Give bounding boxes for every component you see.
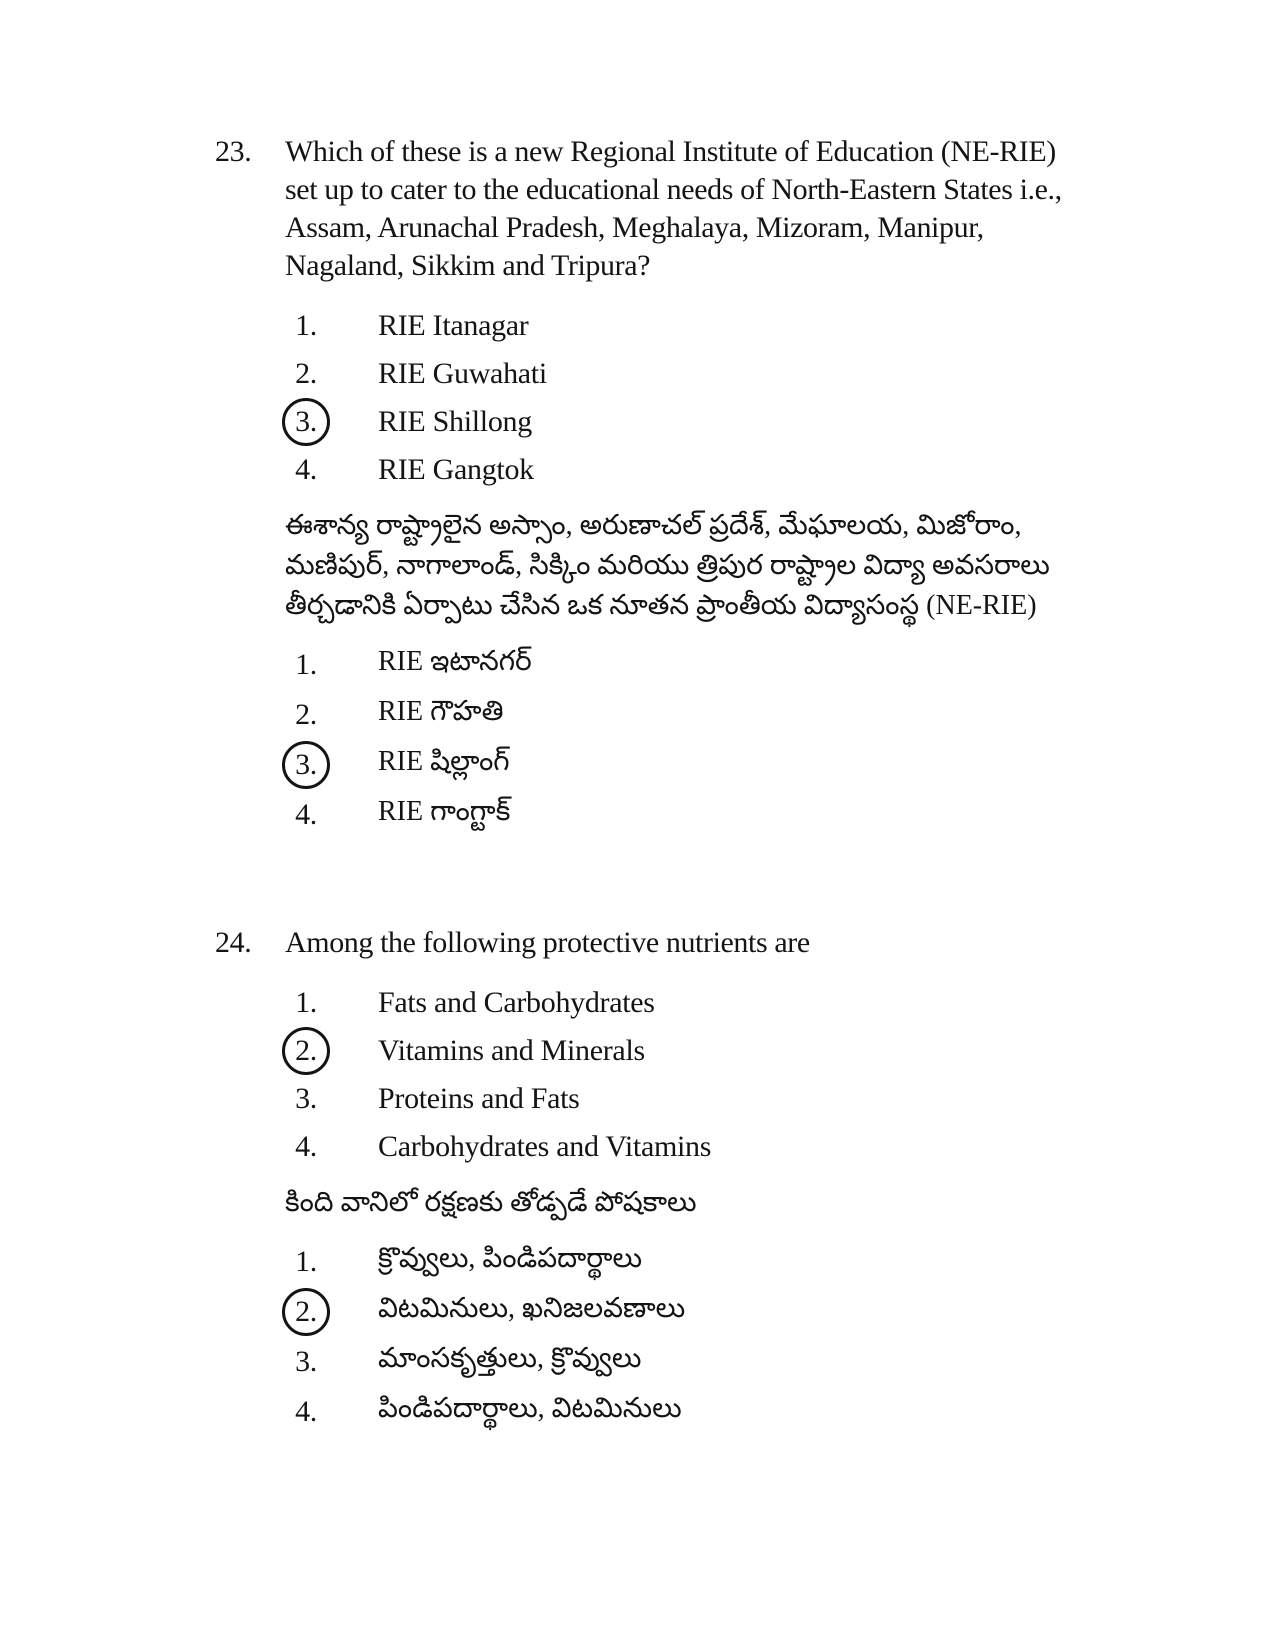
option-row	[285, 1123, 1225, 1171]
option-label: Vitamins and Minerals	[378, 1034, 645, 1067]
option-number: 1.	[295, 986, 317, 1019]
option-row	[285, 446, 1225, 494]
option-row	[285, 302, 1225, 350]
option-row	[285, 640, 1225, 690]
option-row	[285, 1027, 1225, 1075]
question-text-line: కింది వానిలో రక్షణకు తోడ్పడే పోషకాలు	[285, 1187, 697, 1218]
option-number-cell	[285, 1288, 378, 1336]
option-row	[285, 350, 1225, 398]
option-number-cell	[285, 1123, 378, 1171]
option-number: 1.	[295, 309, 317, 342]
option-number-cell	[285, 1027, 378, 1075]
option-row	[285, 790, 1225, 840]
option-number: 3.	[295, 1082, 317, 1115]
options-te	[285, 640, 1225, 840]
option-number-cell	[285, 741, 378, 789]
question-text-te	[285, 506, 1225, 626]
option-label: Carbohydrates and Vitamins	[378, 1130, 712, 1163]
option-label: RIE గౌహతి	[378, 696, 504, 727]
option-number: 2.	[295, 698, 317, 731]
option-label: RIE ఇటానగర్	[378, 646, 532, 677]
question-text-line: Among the following protective nutrients are	[285, 926, 810, 959]
option-number: 3.	[295, 1345, 317, 1378]
option-number: 4.	[295, 1130, 317, 1163]
option-label: RIE షిల్లాంగ్	[378, 746, 510, 777]
option-number-cell	[285, 398, 378, 446]
option-number-cell	[285, 446, 378, 494]
option-row	[285, 690, 1225, 740]
option-row	[285, 1337, 1225, 1387]
question-text-line: ఈశాన్య రాష్ట్రాలైన అస్సాం, అరుణాచల్ ప్రదేశ్, మేఘాలయ, మిజోరాం,	[285, 510, 1022, 541]
options-te	[285, 1237, 1225, 1437]
question-number: 24.	[215, 926, 252, 959]
option-label: విటమినులు, ఖనిజలవణాలు	[378, 1293, 686, 1324]
option-number-cell	[285, 641, 378, 689]
question-body	[285, 133, 1225, 840]
option-number-cell	[285, 350, 378, 398]
question-text-line: set up to cater to the educational needs of North-Eastern States i.e.,	[285, 173, 1062, 206]
option-number-cell	[285, 691, 378, 739]
option-number: 2.	[282, 1288, 330, 1336]
option-label: పిండిపదార్థాలు, విటమినులు	[378, 1393, 682, 1424]
option-row	[285, 1075, 1225, 1123]
option-label: క్రొవ్వులు, పిండిపదార్థాలు	[378, 1243, 643, 1274]
question-body	[285, 924, 1225, 1437]
option-number-cell	[285, 1388, 378, 1436]
option-number: 3.	[282, 398, 330, 446]
option-label: RIE గాంగ్టాక్	[378, 796, 511, 827]
option-row	[285, 1287, 1225, 1337]
option-number: 4.	[295, 1395, 317, 1428]
option-number-cell	[285, 791, 378, 839]
option-row	[285, 1237, 1225, 1287]
option-row	[285, 1387, 1225, 1437]
option-number-cell	[285, 302, 378, 350]
option-row	[285, 979, 1225, 1027]
option-label: RIE Gangtok	[378, 453, 534, 486]
question-text-line: Nagaland, Sikkim and Tripura?	[285, 249, 651, 282]
option-label: RIE Itanagar	[378, 309, 529, 342]
question-23	[215, 133, 1225, 840]
question-text-line: మణిపుర్, నాగాలాండ్, సిక్కిం మరియు త్రిపుర రాష్ట్రాల విద్యా అవసరాలు	[285, 550, 1050, 581]
option-row	[285, 740, 1225, 790]
question-number: 23.	[215, 135, 252, 168]
question-24	[215, 924, 1225, 1437]
option-number: 4.	[295, 453, 317, 486]
option-label: RIE Shillong	[378, 405, 532, 438]
option-number: 2.	[295, 357, 317, 390]
option-number: 1.	[295, 648, 317, 681]
option-label: Proteins and Fats	[378, 1082, 580, 1115]
option-number-cell	[285, 1075, 378, 1123]
options-en	[285, 979, 1225, 1171]
option-row	[285, 398, 1225, 446]
option-label: మాంసకృత్తులు, క్రొవ్వులు	[378, 1343, 642, 1374]
question-text-line: Which of these is a new Regional Institute of Education (NE-RIE)	[285, 135, 1056, 168]
option-number: 1.	[295, 1245, 317, 1278]
option-number-cell	[285, 979, 378, 1027]
question-text-en	[285, 924, 1225, 962]
question-text-line: తీర్చడానికి ఏర్పాటు చేసిన ఒక నూతన ప్రాంతీయ విద్యాసంస్థ (NE-RIE)	[285, 590, 1037, 621]
option-label: RIE Guwahati	[378, 357, 547, 390]
option-number: 2.	[282, 1027, 330, 1075]
options-en	[285, 302, 1225, 494]
option-label: Fats and Carbohydrates	[378, 986, 655, 1019]
option-number-cell	[285, 1338, 378, 1386]
question-text-te	[285, 1183, 1225, 1223]
question-text-en	[285, 133, 1225, 285]
option-number: 4.	[295, 798, 317, 831]
question-text-line: Assam, Arunachal Pradesh, Meghalaya, Mizoram, Manipur,	[285, 211, 984, 244]
option-number-cell	[285, 1238, 378, 1286]
option-number: 3.	[282, 741, 330, 789]
